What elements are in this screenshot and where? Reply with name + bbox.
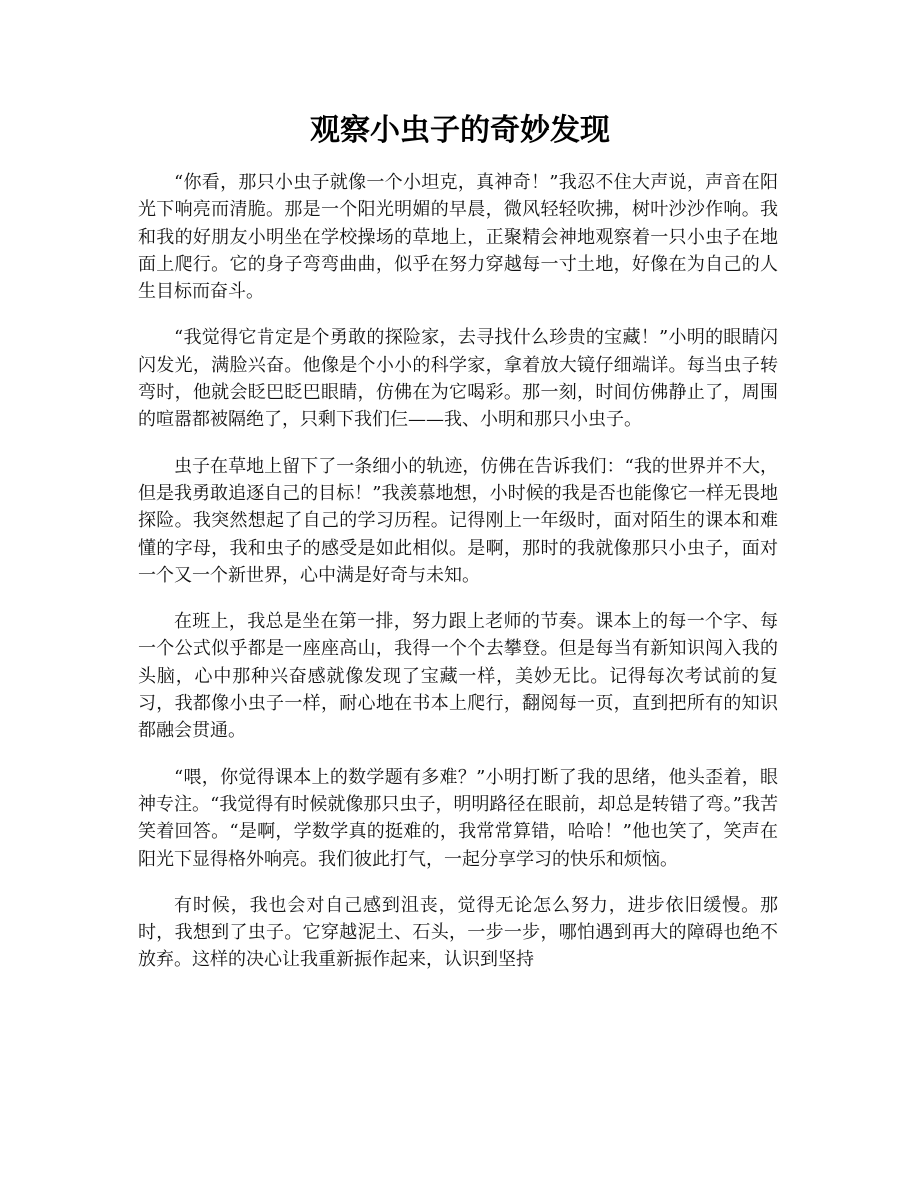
- article-body: [138, 169, 778, 993]
- paragraph-4: 在班上，我总是坐在第一排，努力跟上老师的节奏。课本上的每一个字、每一个公式似乎都是一座座高山，我得一个个去攀登。但是每当有新知识闯入我的头脑，心中那种兴奋感就像发现了宝藏一样，美妙无比。记得每次考试前的复习，我都像小虫子一样，耐心地在书本上爬行，翻阅每一页，直到把所有的知识都融会贯通。: [138, 611, 778, 742]
- paragraph-5: “喂，你觉得课本上的数学题有多难？”小明打断了我的思绪，他头歪着，眼神专注。“我觉得有时候就像那只虫子，明明路径在眼前，却总是转错了弯。”我苦笑着回答。“是啊，学数学真的挺难的，我常常算错，哈哈！”他也笑了，笑声在阳光下显得格外响亮。我们彼此打气，一起分享学习的快乐和烦恼。: [138, 766, 778, 870]
- paragraph-6: 有时候，我也会对自己感到沮丧，觉得无论怎么努力，进步依旧缓慢。那时，我想到了虫子。它穿越泥土、石头，一步一步，哪怕遇到再大的障碍也绝不放弃。这样的决心让我重新振作起来，认识到坚持: [138, 894, 778, 971]
- paragraph-1: “你看，那只小虫子就像一个小坦克，真神奇！”我忍不住大声说，声音在阳光下响亮而清脆。那是一个阳光明媚的早晨，微风轻轻吹拂，树叶沙沙作响。我和我的好朋友小明坐在学校操场的草地上，正聚精会神地观察着一只小虫子在地面上爬行。它的身子弯弯曲曲，似乎在努力穿越每一寸土地，好像在为自己的人生目标而奋斗。: [138, 172, 778, 303]
- paragraph-3: 虫子在草地上留下了一条细小的轨迹，仿佛在告诉我们：“我的世界并不大，但是我勇敢追逐自己的目标！”我羡慕地想，小时候的我是否也能像它一样无畏地探险。我突然想起了自己的学习历程。记得刚上一年级时，面对陌生的课本和难懂的字母，我和虫子的感受是如此相似。是啊，那时的我就像那只小虫子，面对一个又一个新世界，心中满是好奇与未知。: [138, 455, 778, 586]
- page-title: 观察小虫子的奇妙发现: [310, 113, 610, 148]
- paragraph-2: “我觉得它肯定是个勇敢的探险家，去寻找什么珍贵的宝藏！”小明的眼睛闪闪发光，满脸兴奋。他像是个小小的科学家，拿着放大镜仔细端详。每当虫子转弯时，他就会眨巴眨巴眼睛，仿佛在为它喝彩。那一刻，时间仿佛静止了，周围的喧嚣都被隔绝了，只剩下我们仨——我、小明和那只小虫子。: [138, 327, 778, 431]
